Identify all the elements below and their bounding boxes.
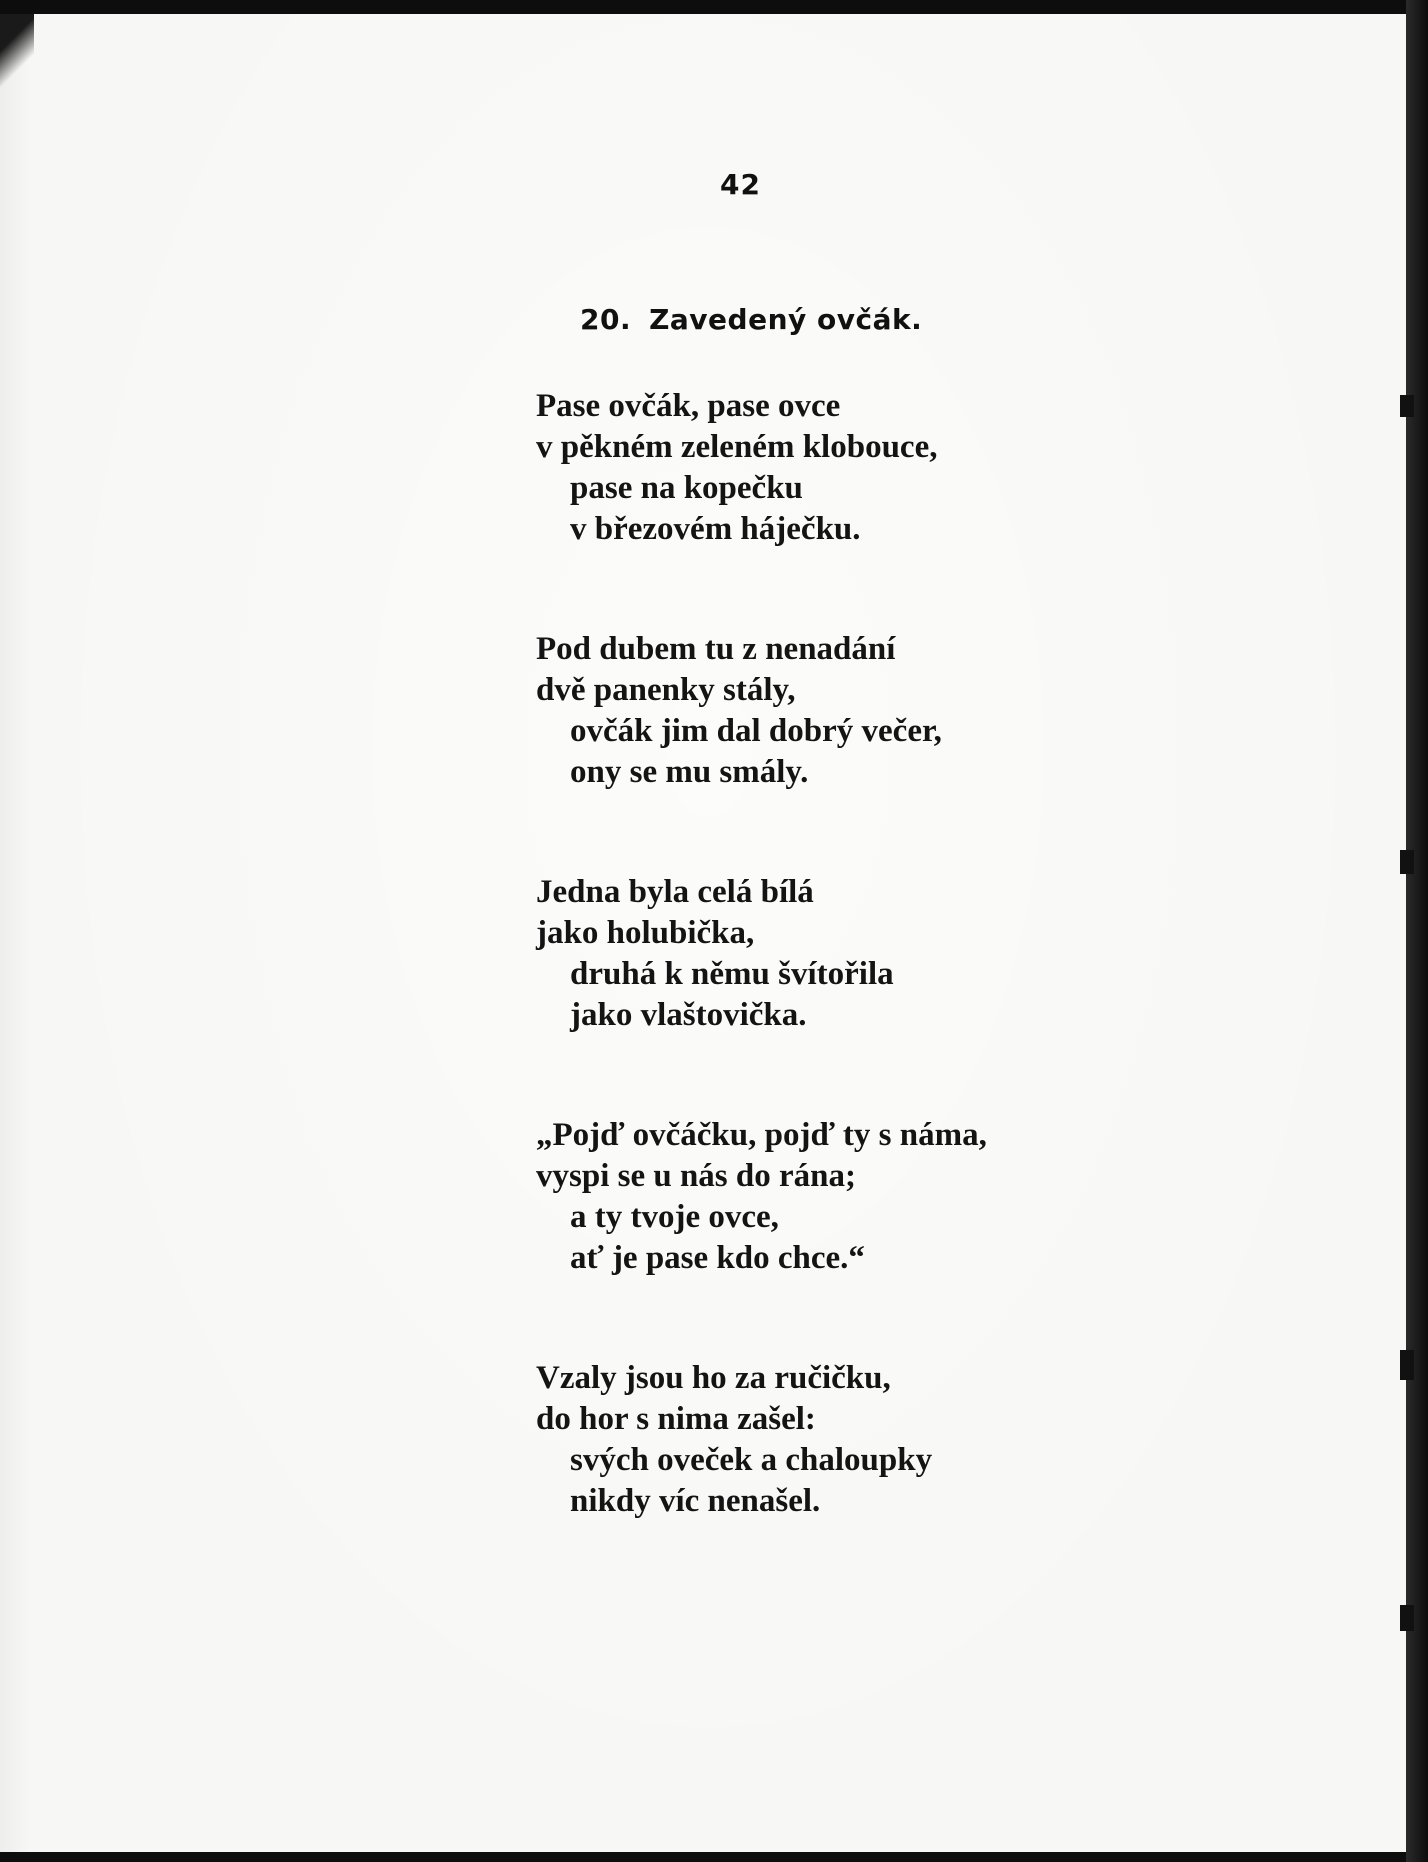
stanza (536, 872, 1096, 1036)
poem-line: svých oveček a chaloupky (570, 1442, 933, 1478)
poem-title (580, 303, 922, 336)
edge-mark (1400, 395, 1414, 417)
scan-corner-shadow (0, 14, 34, 104)
poem-line: v pěkném zeleném klobouce, (536, 429, 938, 465)
poem-title-text: Zavedený ovčák. (649, 303, 923, 336)
poem-line: Jedna byla celá bílá (536, 874, 814, 910)
poem-line: v březovém háječku. (570, 511, 861, 547)
page-number: 42 (720, 168, 761, 201)
edge-mark (1400, 1350, 1414, 1380)
poem-line: pase na kopečku (570, 470, 803, 506)
poem-line: jako vlaštovička. (570, 997, 807, 1033)
poem-line: dvě panenky stály, (536, 672, 796, 708)
poem-line: „Pojď ovčáčku, pojď ty s náma, (536, 1117, 987, 1153)
poem-line: Pod dubem tu z nenadání (536, 631, 896, 667)
poem-line: jako holubička, (536, 915, 755, 951)
poem-line: Vzaly jsou ho za ručičku, (536, 1360, 891, 1396)
edge-mark (1400, 850, 1414, 874)
poem-line: nikdy víc nenašel. (570, 1483, 821, 1519)
poem-line: ony se mu smály. (570, 754, 809, 790)
poem-line: ať je pase kdo chce.“ (570, 1240, 865, 1276)
stanza (536, 1358, 1096, 1522)
poem-line: Pase ovčák, pase ovce (536, 388, 841, 424)
poem-line: do hor s nima zašel: (536, 1401, 816, 1437)
edge-mark (1400, 1605, 1414, 1631)
stanza (536, 629, 1096, 793)
poem-number: 20. (580, 303, 632, 336)
poem-line: vyspi se u nás do rána; (536, 1158, 856, 1194)
poem-line: druhá k němu švítořila (570, 956, 894, 992)
stanza (536, 1115, 1096, 1279)
scan-right-edge (1406, 0, 1428, 1862)
stanza (536, 386, 1096, 550)
poem-body (536, 386, 1096, 1601)
poem-line: a ty tvoje ovce, (570, 1199, 779, 1235)
poem-line: ovčák jim dal dobrý večer, (570, 713, 942, 749)
